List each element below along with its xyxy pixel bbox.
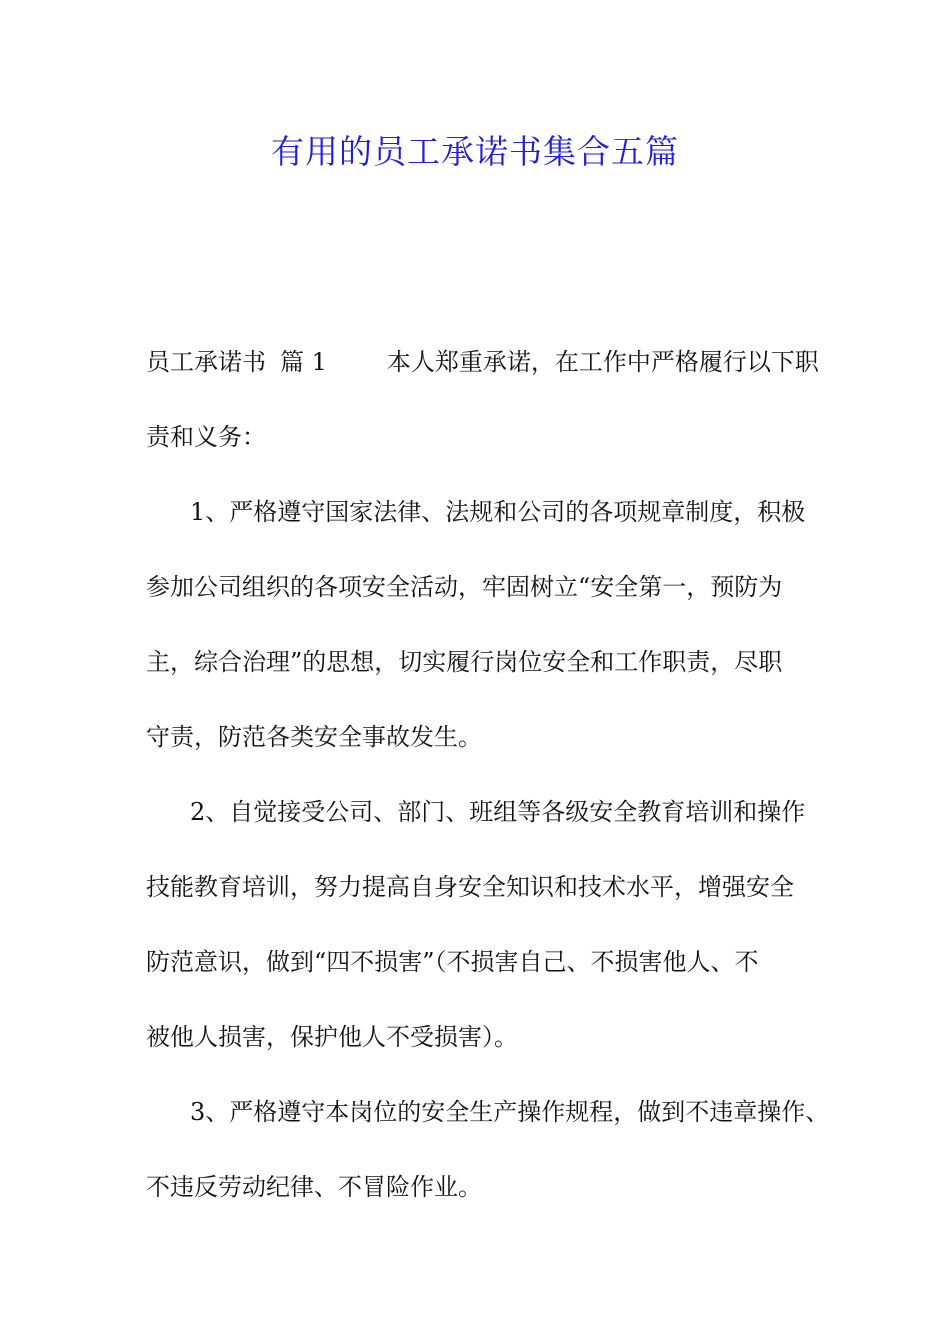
section-number: 篇 1 <box>280 348 327 376</box>
section-heading: 员工承诺书 <box>146 348 266 376</box>
item-1-line-1: 1、严格遵守国家法律、法规和公司的各项规章制度，积极 <box>190 498 806 526</box>
intro-line-2: 责和义务： <box>146 423 266 451</box>
intro-text-1: 本人郑重承诺，在工作中严格履行以下职 <box>386 348 819 376</box>
item-2-line-4: 被他人损害，保护他人不受损害）。 <box>146 1023 518 1051</box>
item-1-line-2: 参加公司组织的各项安全活动，牢固树立“安全第一，预防为 <box>146 573 783 601</box>
item-1-line-3: 主，综合治理”的思想，切实履行岗位安全和工作职责，尽职 <box>146 648 783 676</box>
document-body <box>146 325 846 1225</box>
item-2-line-2: 技能教育培训，努力提高自身安全知识和技术水平，增强安全 <box>146 873 794 901</box>
document-title: 有用的员工承诺书集合五篇 <box>271 132 679 171</box>
intro-line-1 <box>146 325 846 400</box>
item-3-line-1: 3、严格遵守本岗位的安全生产操作规程，做到不违章操作、 <box>190 1098 830 1126</box>
item-1-line-4: 守责，防范各类安全事故发生。 <box>146 723 482 751</box>
item-2-line-3: 防范意识，做到“四不损害”（不损害自己、不损害他人、不 <box>146 948 759 976</box>
item-2-line-1: 2、自觉接受公司、部门、班组等各级安全教育培训和操作 <box>190 798 806 826</box>
item-3-line-2: 不违反劳动纪律、不冒险作业。 <box>146 1173 482 1201</box>
